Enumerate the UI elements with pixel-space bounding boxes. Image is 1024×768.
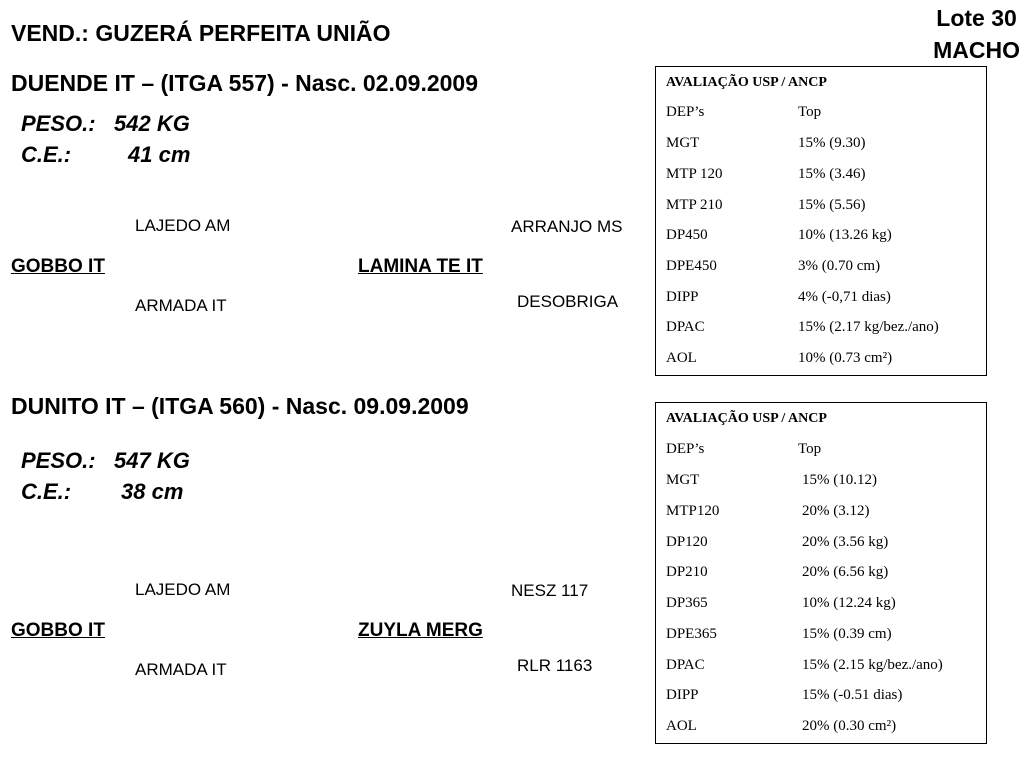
animal-1-title: DUENDE IT – (ITGA 557) - Nasc. 02.09.2009 — [11, 70, 479, 96]
evaluation-key: DIPP — [666, 687, 699, 703]
animal-1-weight — [21, 111, 221, 139]
animal-1-sire: GOBBO IT — [11, 256, 105, 277]
evaluation-key: DP365 — [666, 595, 708, 611]
ce-label: C.E.: — [21, 142, 72, 167]
animal-1-ce — [21, 142, 221, 170]
lot-sex: MACHO — [933, 37, 1020, 63]
weight-label: PESO.: — [21, 111, 96, 136]
evaluation-value: 15% (2.15 kg/bez./ano) — [802, 657, 943, 673]
ce-value: 38 cm — [121, 479, 184, 504]
animal-2-title: DUNITO IT – (ITGA 560) - Nasc. 09.09.2009 — [11, 393, 469, 419]
evaluation-key: DEP’s — [666, 441, 705, 457]
evaluation-key: MGT — [666, 135, 700, 151]
evaluation-value: Top — [798, 104, 822, 120]
evaluation-key: MTP 120 — [666, 166, 723, 182]
evaluation-key: MGT — [666, 472, 700, 488]
ce-value: 41 cm — [128, 142, 191, 167]
evaluation-key: DP120 — [666, 534, 708, 550]
animal-1-dam: LAMINA TE IT — [358, 256, 483, 277]
evaluation-value: 15% (3.46) — [798, 166, 866, 182]
animal-2-sire-dam: ARMADA IT — [135, 660, 227, 679]
evaluation-value: 15% (2.17 kg/bez./ano) — [798, 319, 939, 335]
evaluation-value: 20% (3.56 kg) — [802, 534, 889, 550]
evaluation-key: AOL — [666, 718, 697, 734]
evaluation-value: 20% (6.56 kg) — [802, 564, 889, 580]
lot-header — [933, 2, 1020, 66]
animal-2-dam-sire: NESZ 117 — [511, 581, 589, 600]
evaluation-value: 15% (10.12) — [802, 472, 877, 488]
weight-value: 542 KG — [114, 111, 190, 136]
evaluation-value: 10% (13.26 kg) — [798, 227, 892, 243]
evaluation-value: 10% (12.24 kg) — [802, 595, 896, 611]
evaluation-title: AVALIAÇÃO USP / ANCP — [666, 75, 827, 90]
evaluation-key: DPE450 — [666, 258, 717, 274]
animal-2-dam: ZUYLA MERG — [358, 620, 483, 641]
evaluation-key: DPAC — [666, 657, 705, 673]
weight-value: 547 KG — [114, 448, 190, 473]
animal-2-sire: GOBBO IT — [11, 620, 105, 641]
weight-label: PESO.: — [21, 448, 96, 473]
lot-number: Lote 30 — [936, 5, 1017, 31]
evaluation-value: 20% (0.30 cm²) — [802, 718, 897, 734]
animal-2-sire-sire: LAJEDO AM — [135, 580, 231, 599]
evaluation-key: MTP 210 — [666, 197, 723, 213]
animal-2-dam-dam: RLR 1163 — [517, 656, 593, 675]
animal-2-ce — [21, 479, 221, 507]
evaluation-value: 15% (0.39 cm) — [802, 626, 892, 642]
evaluation-key: DPE365 — [666, 626, 717, 642]
animal-1-sire-dam: ARMADA IT — [135, 296, 227, 315]
animal-1-sire-sire: LAJEDO AM — [135, 216, 231, 235]
animal-1-evaluation-box — [655, 66, 987, 376]
evaluation-title: AVALIAÇÃO USP / ANCP — [666, 411, 827, 426]
evaluation-key: DPAC — [666, 319, 705, 335]
evaluation-key: DP210 — [666, 564, 708, 580]
ce-label: C.E.: — [21, 479, 72, 504]
evaluation-key: DP450 — [666, 227, 708, 243]
animal-1-dam-sire: ARRANJO MS — [511, 217, 623, 236]
vendor-title: VEND.: GUZERÁ PERFEITA UNIÃO — [11, 20, 391, 46]
animal-2-weight — [21, 448, 221, 476]
evaluation-value: 20% (3.12) — [802, 503, 870, 519]
evaluation-value: 15% (5.56) — [798, 197, 866, 213]
animal-1-dam-dam: DESOBRIGA — [517, 292, 619, 311]
evaluation-key: MTP120 — [666, 503, 720, 519]
evaluation-value: Top — [798, 441, 822, 457]
evaluation-key: AOL — [666, 350, 697, 366]
evaluation-value: 4% (-0,71 dias) — [798, 289, 891, 305]
evaluation-key: DEP’s — [666, 104, 705, 120]
evaluation-value: 15% (9.30) — [798, 135, 866, 151]
animal-2-evaluation-box — [655, 402, 987, 744]
evaluation-value: 10% (0.73 cm²) — [798, 350, 893, 366]
evaluation-value: 15% (-0.51 dias) — [802, 687, 903, 703]
evaluation-key: DIPP — [666, 289, 699, 305]
evaluation-value: 3% (0.70 cm) — [798, 258, 881, 274]
